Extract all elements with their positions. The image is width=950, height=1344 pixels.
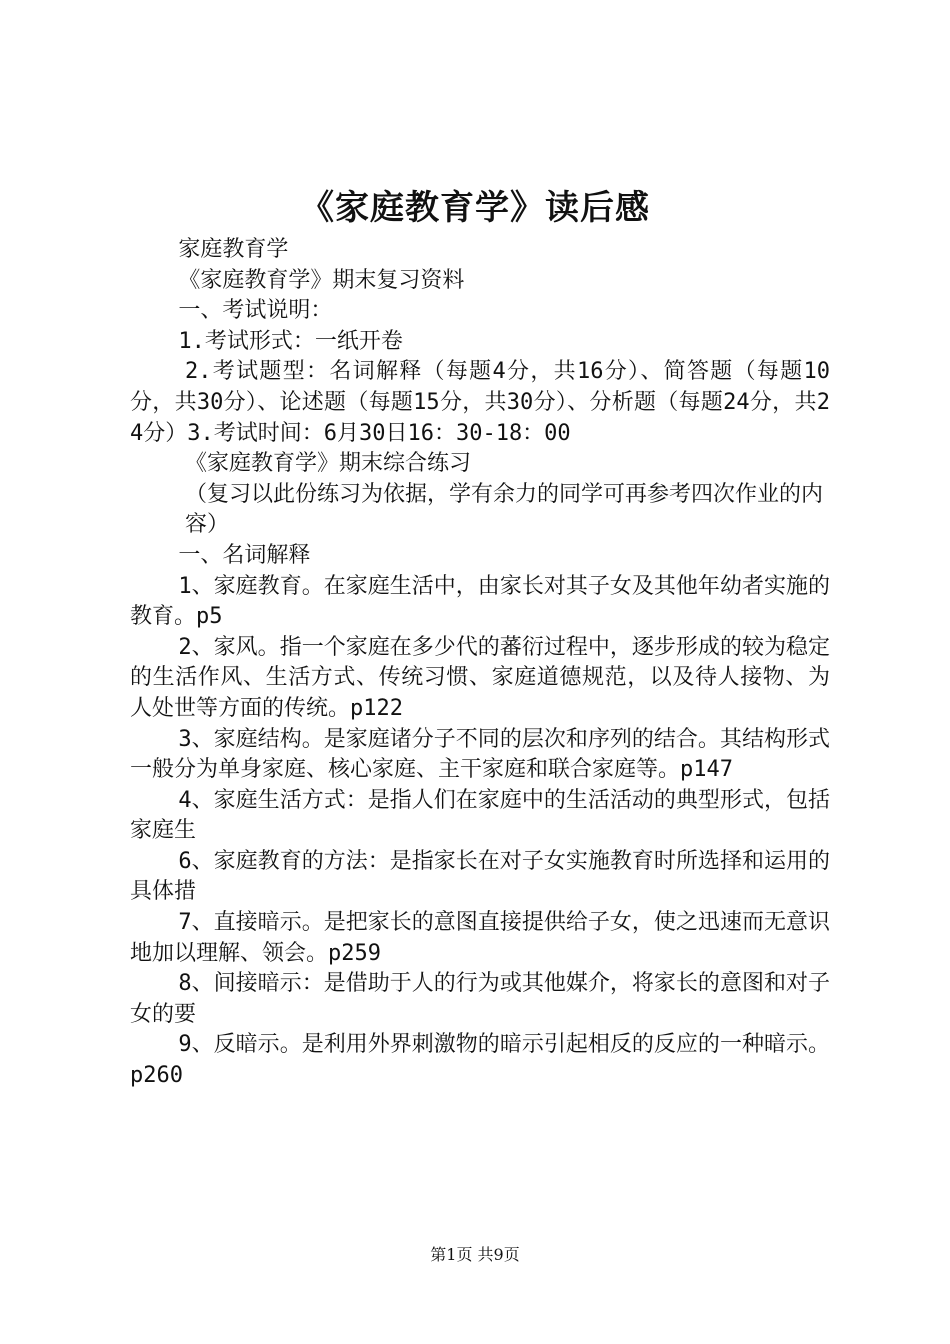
paragraph: 4、家庭生活方式：是指人们在家庭中的生活活动的典型形式，包括家庭生 — [130, 787, 830, 844]
paragraph: 9、反暗示。是利用外界刺激物的暗示引起相反的反应的一种暗示。p260 — [130, 1032, 830, 1089]
document-title: 《家庭教育学》读后感 — [300, 188, 650, 228]
paragraph: 1、家庭教育。在家庭生活中，由家长对其子女及其他年幼者实施的教育。p5 — [130, 573, 830, 630]
paragraph: 7、直接暗示。是把家长的意图直接提供给子女，使之迅速而无意识地加以理解、领会。p259 — [130, 910, 830, 966]
paragraph: 2.考试题型：名词解释（每题4分，共16分）、简答题（每题10分，共30分）、论述题（每题15分，共30分）、分析题（每题24分，共24分）3.考试时间：6月30日16：30-18：00 — [130, 359, 830, 446]
paragraph: 一、考试说明： — [178, 298, 333, 324]
paragraph: 3、家庭结构。是家庭诸分子不同的层次和序列的结合。其结构形式一般分为单身家庭、核心家庭、主干家庭和联合家庭等。p147 — [130, 726, 830, 783]
paragraph: 6、家庭教育的方法：是指家长在对子女实施教育时所选择和运用的具体措 — [130, 848, 830, 905]
paragraph: 8、间接暗示：是借助于人的行为或其他媒介，将家长的意图和对子女的要 — [130, 971, 830, 1027]
paragraph: 《家庭教育学》期末复习资料 — [178, 267, 465, 293]
page-number-footer: 第1页 共9页 — [430, 1245, 520, 1264]
paragraph: 家庭教育学 — [178, 237, 289, 262]
paragraph: 2、家风。指一个家庭在多少代的蕃衍过程中，逐步形成的较为稳定的生活作风、生活方式、传统习惯、家庭道德规范，以及待人接物、为人处世等方面的传统。p122 — [130, 634, 830, 721]
paragraph: （复习以此份练习为依据，学有余力的同学可再参考四次作业的内 — [185, 481, 824, 507]
paragraph: 容） — [185, 512, 230, 538]
paragraph: 一、名词解释 — [178, 542, 311, 568]
paragraph: 《家庭教育学》期末综合练习 — [185, 451, 472, 477]
paragraph: 1.考试形式：一纸开卷 — [178, 328, 403, 354]
document-body — [130, 235, 830, 1092]
